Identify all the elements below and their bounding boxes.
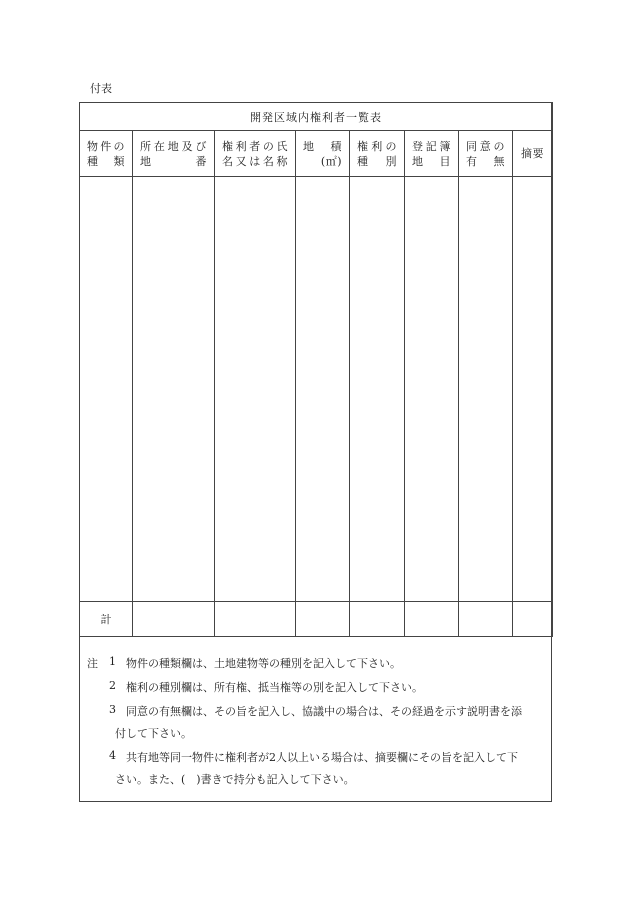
header-char: 件 <box>100 139 112 153</box>
header-char: の <box>262 139 275 153</box>
header-char: 氏 <box>276 139 288 153</box>
header-remarks <box>513 131 553 177</box>
header-line <box>140 139 207 154</box>
note-number: 3 <box>109 703 116 716</box>
total-cell-area[interactable] <box>296 602 350 637</box>
header-char: 番 <box>195 154 207 168</box>
notes-prefix: 注 <box>87 657 98 670</box>
header-line <box>357 139 397 154</box>
header-line <box>412 139 451 154</box>
header-char: 権 <box>222 139 234 153</box>
note-text: 物件の種類欄は、土地建物等の種別を記入して下さい。 <box>126 657 401 670</box>
header-char: 意 <box>479 139 492 153</box>
entry-cell-remarks[interactable] <box>513 177 553 602</box>
total-cell-remarks[interactable] <box>513 602 553 637</box>
header-char: 地 <box>140 154 152 168</box>
total-cell-register-category[interactable] <box>405 602 459 637</box>
header-line <box>357 154 397 169</box>
table-title: 開発区域内権利者一覧表 <box>80 103 553 131</box>
header-line <box>303 154 342 169</box>
header-char: 類 <box>113 154 125 168</box>
header-holder-name <box>215 131 296 177</box>
document-label: 付表 <box>90 82 112 95</box>
header-char: 積 <box>330 139 342 153</box>
header-char: 種 <box>357 154 369 168</box>
header-line <box>303 139 342 154</box>
header-char: 利 <box>371 139 383 153</box>
header-char: 権 <box>357 139 369 153</box>
entry-cell-location[interactable] <box>133 177 215 602</box>
header-char: 者 <box>249 139 261 153</box>
entry-cell-consent[interactable] <box>459 177 513 602</box>
header-location <box>133 131 215 177</box>
header-char: 及 <box>181 139 194 153</box>
header-consent <box>459 131 513 177</box>
header-char: の <box>493 139 505 153</box>
header-char: の <box>113 139 125 153</box>
total-cell-right-type[interactable] <box>350 602 405 637</box>
total-label: 計 <box>80 602 133 637</box>
total-cell-location[interactable] <box>133 602 215 637</box>
entry-cell-right-type[interactable] <box>350 177 405 602</box>
header-char: 利 <box>235 139 248 153</box>
header-char: 有 <box>466 154 478 168</box>
header-char: 無 <box>493 154 505 168</box>
header-label: 摘要 <box>521 147 544 160</box>
header-line <box>466 154 505 169</box>
total-row <box>80 602 553 637</box>
header-char: 登 <box>412 139 424 153</box>
header-line <box>222 154 288 169</box>
note-number: 1 <box>109 655 116 668</box>
header-char: 簿 <box>439 139 451 153</box>
header-register-category <box>405 131 459 177</box>
header-property-type <box>80 131 133 177</box>
header-char: び <box>195 139 207 153</box>
entry-cell-property-type[interactable] <box>80 177 133 602</box>
note-text-continued: さい。また、( )書きで持分も記入して下さい。 <box>115 773 355 786</box>
header-char: は <box>249 154 261 168</box>
header-char: 地 <box>303 139 315 153</box>
note-text: 共有地等同一物件に権利者が2人以上いる場合は、摘要欄にその旨を記入して下 <box>126 751 518 764</box>
entry-cell-holder-name[interactable] <box>215 177 296 602</box>
header-char: 地 <box>412 154 424 168</box>
header-char: の <box>385 139 397 153</box>
note-number: 2 <box>109 679 116 692</box>
header-line <box>87 139 125 154</box>
note-text-continued: 付して下さい。 <box>115 727 192 740</box>
rights-holder-table <box>79 102 553 637</box>
header-char: 記 <box>425 139 438 153</box>
total-cell-consent[interactable] <box>459 602 513 637</box>
header-char: 目 <box>439 154 451 168</box>
entry-cell-register-category[interactable] <box>405 177 459 602</box>
header-char: 名 <box>262 154 275 168</box>
header-char: (㎡) <box>320 154 342 168</box>
header-char: 所 <box>140 139 152 153</box>
header-line <box>140 154 207 169</box>
header-char: 名 <box>222 154 234 168</box>
header-char: 又 <box>235 154 248 168</box>
header-char: 物 <box>87 139 99 153</box>
header-area <box>296 131 350 177</box>
total-cell-holder-name[interactable] <box>215 602 296 637</box>
header-char: 別 <box>385 154 397 168</box>
header-char: 称 <box>276 154 288 168</box>
header-char: 在 <box>153 139 166 153</box>
header-line <box>412 154 451 169</box>
header-line <box>87 154 125 169</box>
note-number: 4 <box>109 749 116 762</box>
header-line <box>466 139 505 154</box>
header-right-type <box>350 131 405 177</box>
note-text: 同意の有無欄は、その旨を記入し、協議中の場合は、その経過を示す説明書を添 <box>126 705 522 718</box>
header-char: 種 <box>87 154 99 168</box>
header-char: 地 <box>167 139 180 153</box>
header-row <box>80 131 553 177</box>
data-entry-row <box>80 177 553 602</box>
header-char: 同 <box>466 139 478 153</box>
note-text: 権利の種別欄は、所有権、抵当権等の別を記入して下さい。 <box>126 681 423 694</box>
entry-cell-area[interactable] <box>296 177 350 602</box>
header-line <box>222 139 288 154</box>
